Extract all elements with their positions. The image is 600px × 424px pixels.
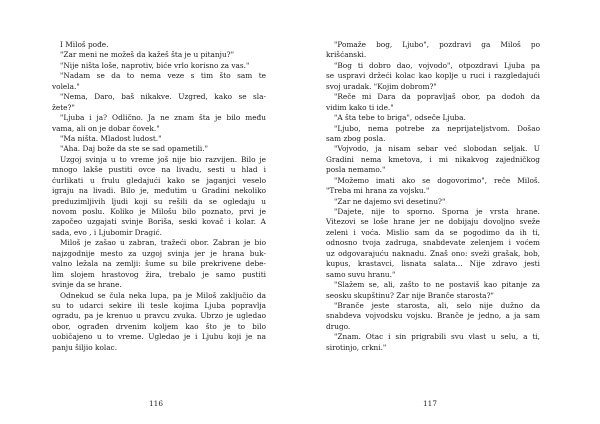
text-line: volela." [52,81,80,91]
text-line: igraju na livadi. Bilo je, međutim u Gradini nekoliko [52,186,266,196]
text-line: "Pomaže bog, Ljubo", pozdravi ga Miloš po [334,40,540,49]
text-line: seosku skupštinu? Zar nije Branče starosta?" [326,290,494,300]
text-line: "Nije ništa loše, naprotiv, biće vrlo korisno za vas." [60,60,250,70]
text-line: Gradini nema kmetova, i mi nikakvog zajedničkog [326,154,540,164]
text-line: sam zbog posla. [326,133,386,143]
left-page-text [52,40,266,353]
text-line: "Branče jeste starosta, ali, selo nije dužno da [334,300,540,310]
text-line: ogradu, pa je krenuo u pravcu zvuka. Ubrzo je ugledao [52,311,266,321]
text-line: drugo. [326,321,351,331]
text-line: "Reče mi Dara da popravljaš obor, pa dođoh da [334,92,540,102]
text-line: ćurlikati u frulu gledajući kako se jaganjci veselo [52,175,266,185]
text-line: vidim kako ti ide." [326,102,394,112]
text-line: "Zar meni ne možeš da kažeš šta je u pitanju?" [60,50,234,60]
text-line: mnogo lakše pustiti ovce na livadu, sesti u hlad i [52,165,266,175]
text-line: kupus, krastavci, lisnata salata... Nije zdravo jesti [326,259,540,269]
text-line: "Ma ništa. Mladost ludost." [60,133,162,143]
text-line: lim slojem hrastovog žira, trebalo je samo pustiti [52,269,266,279]
text-line: posla nemamo." [326,165,386,175]
text-line: "Bog ti dobro dao, vojvodo", otpozdravi Ljuba pa [334,60,540,70]
text-line: sirotinjo, crkni." [326,342,387,352]
text-line: "A šta tebe to briga", odseče Ljuba. [334,113,466,123]
text-line: "Aha. Daj bože da ste se sad opametili." [60,144,208,154]
text-line: samo suvu hranu." [326,269,396,279]
text-line: "Nadam se da to nema veze s tim što sam te [60,71,266,81]
text-line: krišćanski. [326,50,367,60]
text-line: Vitezovi se loše hrane jer ne dobijaju dovoljno sveže [326,217,540,227]
text-line: najzgodnije mesto za uzgoj svinja jer je hrana buk- [52,248,266,258]
text-line: žete?" [52,102,75,112]
text-line: "Nema, Daro, baš nikakve. Uzgred, kako se sla- [60,92,266,102]
text-line: "Znam. Otac i sin prigrabili svu vlast u selu, a ti, [334,332,540,342]
text-line: "Ljuba i ja? Odlično. Ja ne znam šta je bilo među [60,113,266,123]
text-line: "Dajete, nije to sporno. Sporna je vrsta hrane. [334,207,540,216]
right-page [326,40,540,424]
text-line: Odnekud se čula neka lupa, pa je Miloš zaključio da [60,290,266,300]
text-line: odnosno tvoja zadruga, snabdevate zelenjem i voćem [326,238,540,248]
text-line: valno ležala na zemlji: šume su bile prekrivene debe- [52,259,266,269]
text-line: snabdeva vojvodsku vojsku. Branče je jedno, a ja sam [326,311,540,321]
text-line: panju šiljio kolac. [52,342,118,352]
text-line: Miloš je zašao u zabran, tražeći obor. Zabran je bio [60,238,266,248]
text-line: zeleni i voća. Mislio sam da se pogodimo da ih ti, [326,227,540,237]
text-line: uobičajeno u to vreme. Ugledao je i Ljubu koji je na [52,332,266,342]
text-line: "Zar ne dajemo svi desetinu?" [334,196,446,206]
text-line: vama, ali on je dobar čovek." [52,123,160,133]
text-line: "Slažem se, ali, zašto to ne postaviš kao pitanje za [334,280,540,290]
page-number-right: 117 [423,399,437,408]
text-line: su to udarci sekire ili tesle kojima Ljuba popravlja [52,300,266,310]
right-page-text [326,40,540,353]
text-line: preduzimljivih ljudi koji su rešili da se ogledaju u [52,196,266,206]
text-line: sada, evo , i Ljubomir Dragić. [52,227,162,237]
page-number-left: 116 [149,399,163,408]
text-line: "Možemo imati ako se dogovorimo", reče Miloš. [334,175,540,185]
text-line: "Treba mi hrana za vojsku." [326,186,430,196]
text-line: započeo uzgajati svinje Boriša, seski kovač i kolar. A [52,217,266,227]
text-line: Uzgoj svinja u to vreme još nije bio razvijen. Bilo je [60,154,266,164]
text-line: svoj uradak. "Kojim dobrom?" [326,81,437,91]
text-line: "Vojvodo, ja nisam sebar već slobodan seljak. U [334,144,540,154]
text-line: "Ljubo, nema potrebe za neprijateljstvom. Došao [334,123,540,133]
text-line: obor, ograđen drvenim koljem kao što je to bilo [52,321,266,331]
text-line: se uspravi držeći kolac kao koplje u ruci i razgledajući [326,71,540,81]
text-line: novom poslu. Koliko je Milošu bilo poznato, prvi je [52,207,266,216]
text-line: I Miloš pođe. [60,40,109,49]
left-page [52,40,266,424]
text-line: svinje da se hrane. [52,280,122,290]
text-line: uz odgovarajuću naknadu. Znaš ono: sveži grašak, bob, [326,248,540,258]
